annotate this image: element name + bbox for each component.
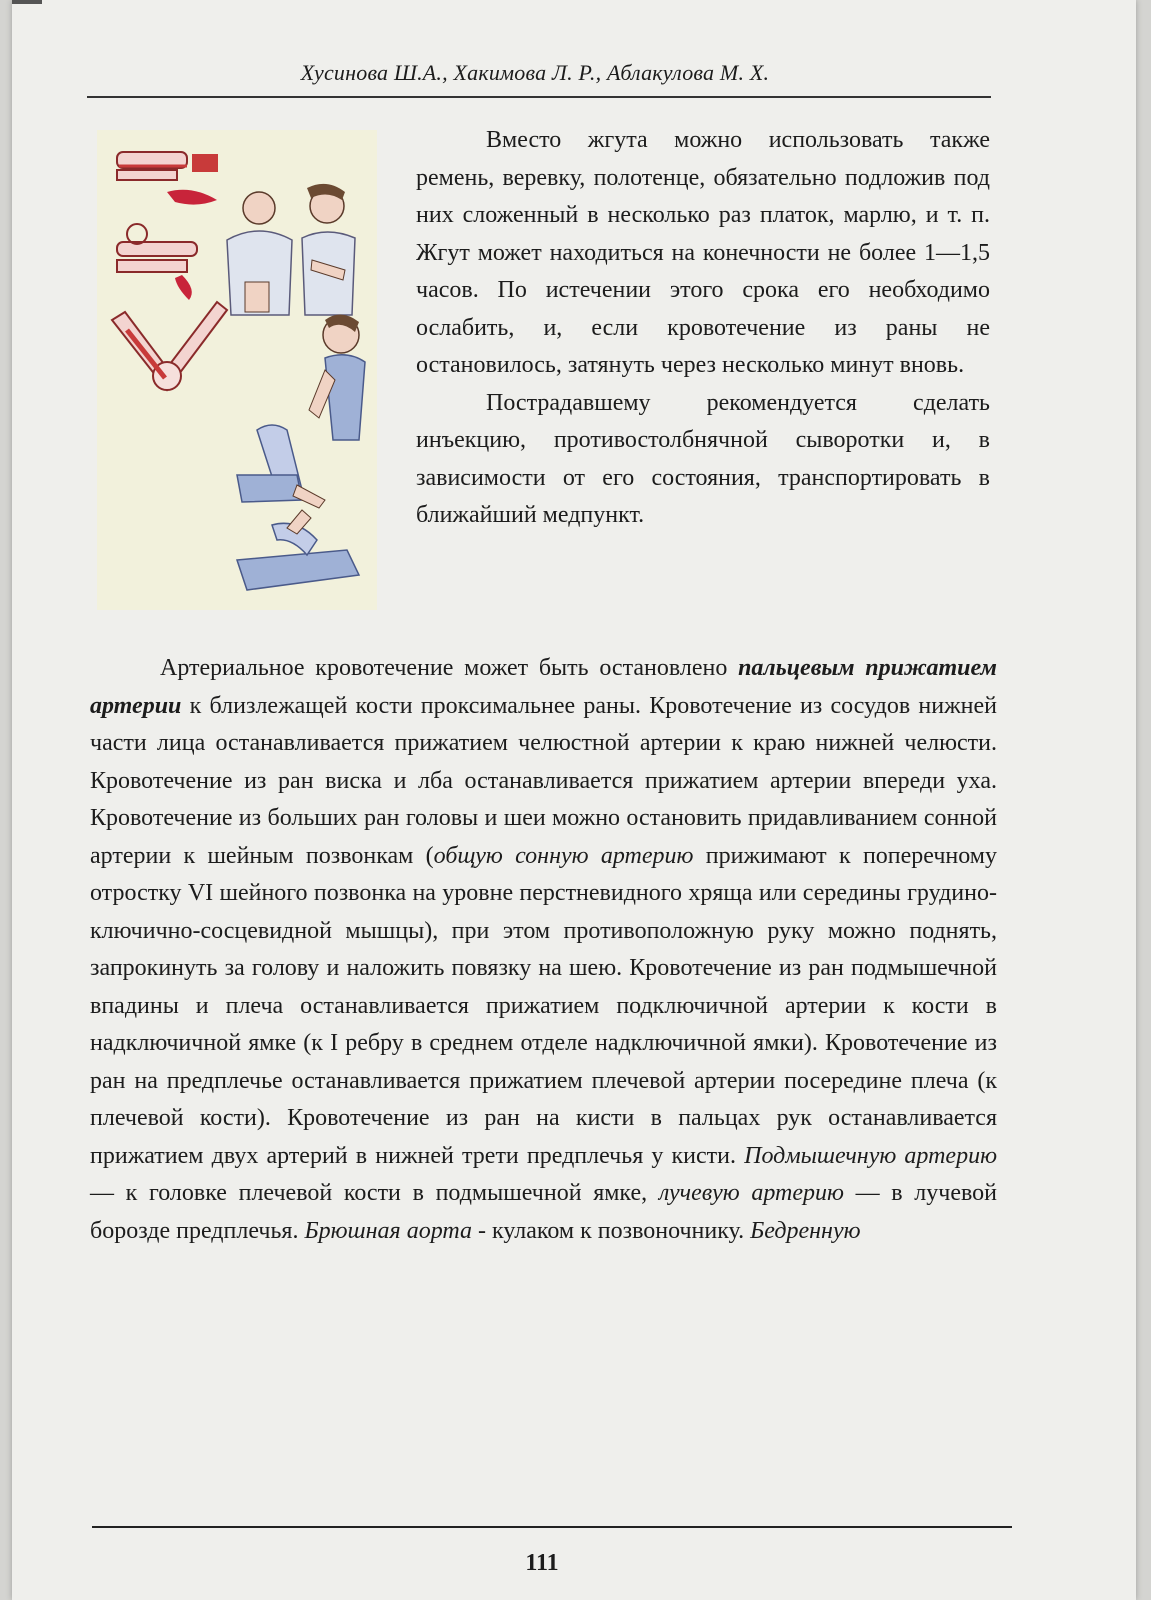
- term-axillary-artery: Подмышечную артерию: [744, 1142, 997, 1169]
- pressure-points-icon: [97, 130, 377, 610]
- text-span: Артериальное кровотечение может быть остановлено: [160, 655, 739, 681]
- term-finger-pressure: пальцевым прижатием артерии: [90, 655, 997, 719]
- text-span: прижимают к поперечному отростку VI шейного позвонка на уровне перстневидного хряща или середины грудино-ключично-сосцевидной мышцы), при этом противоположную руку можно поднять, запрокинуть за голову и наложить повязку на шею. Кровотечение из ран подмышечной впадины и плеча останавливается прижатием подключичной артерии к кости в надключичной ямке (к I ребру в среднем отделе надключичной ямки). Кровотечение из ран на предплечье останавливается прижатием плечевой артерии посередине плеча (к плечевой кости). Кровотечение из ран на кисти в пальцах рук останавливается прижатием двух артерий в нижней трети предплечья у кисти.: [90, 842, 997, 1169]
- body-text: [90, 650, 997, 1250]
- running-header: Хусинова Ш.А., Хакимова Л. Р., Аблакулова М. Х.: [300, 60, 770, 85]
- column-text: [416, 122, 990, 535]
- text-span: — к головке плечевой кости в подмышечной ямке,: [90, 1180, 659, 1206]
- footer-rule: [92, 1526, 1012, 1528]
- paragraph-injection: Пострадавшему рекомендуется сделать инъекцию, противостолбнячной сыворотки и, в зависимости от его состояния, транспортировать в ближайший медпункт.: [416, 389, 990, 528]
- scan-edge-mark: [12, 0, 42, 4]
- term-femoral: Бедренную: [750, 1217, 861, 1244]
- term-abdominal-aorta: Брюшная аорта: [304, 1217, 473, 1244]
- text-span: - кулаком к позвоночнику.: [472, 1217, 751, 1244]
- text-span: к близлежащей кости проксимальнее раны. Кровотечение из сосудов нижней части лица останавливается прижатием челюстной артерии к краю нижней челюсти. Кровотечение из ран виска и лба останавливается прижатием артерии впереди уха. Кровотечение из больших ран головы и шеи можно остановить придавливанием сонной артерии к шейным позвонкам (: [90, 692, 997, 869]
- page-number: 111: [525, 1550, 559, 1576]
- term-radial-artery: лучевую артерию: [658, 1180, 844, 1206]
- paragraph-tourniquet: Вместо жгута можно использовать также ремень, веревку, полотенце, обязательно подложив под них сложенный в несколько раз платок, марлю, и т. п. Жгут может находиться на конечности не более 1—1,5 часов. По истечении этого срока его необходимо ослабить, и, если кровотечение из раны не остановилось, затянуть через несколько минут вновь.: [416, 127, 990, 378]
- term-carotid-artery: общую сонную артерию: [433, 842, 694, 869]
- header-rule: [87, 96, 991, 98]
- text-span: — в лучевой борозде предплечья.: [90, 1180, 998, 1244]
- book-page: [12, 0, 1136, 1600]
- paragraph-arterial-bleeding: [90, 650, 997, 1250]
- first-aid-illustration: [97, 130, 377, 610]
